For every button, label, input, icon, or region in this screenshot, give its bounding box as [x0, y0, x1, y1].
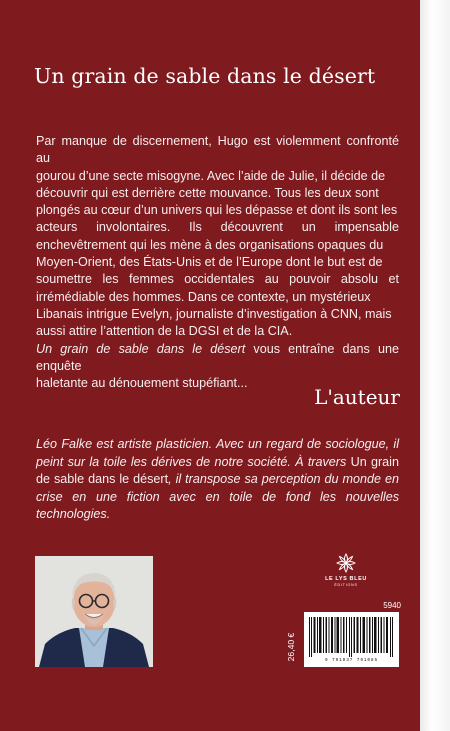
- synopsis-line: irrémédiable des hommes. Dans ce contexte, un mystérieux: [36, 289, 371, 304]
- publisher-subtitle: ÉDITIONS: [334, 583, 358, 587]
- synopsis-line: plongés au cœur d’un univers qui les dépasse et dont ils sont les: [36, 203, 398, 218]
- author-heading: L'auteur: [314, 385, 400, 409]
- author-photo: [35, 556, 153, 667]
- lily-flower-icon: [335, 552, 357, 574]
- price-label: 26,40 €: [286, 632, 296, 662]
- bio-book-title: Un grain de sable dans le désert: [36, 454, 399, 486]
- publisher-logo: [318, 552, 374, 596]
- synopsis-line: enchevêtrement qui les mène à des organisations opaques du: [36, 237, 384, 252]
- book-title: Un grain de sable dans le désert: [34, 64, 376, 88]
- author-portrait-image: [35, 556, 153, 667]
- synopsis-line: aussi attire l’attention de la DGSI et de la CIA.: [36, 324, 293, 339]
- synopsis-closing-line: [36, 341, 399, 376]
- synopsis-title-italic: Un grain de sable dans le désert: [36, 341, 246, 356]
- synopsis-line: découvrir qui est derrière cette mouvance. Tous les deux sont: [36, 185, 379, 200]
- bio-text: Léo Falke est artiste plasticien. Avec un regard de sociologue, il peint sur la toile les dérives de notre société. À travers: [36, 437, 399, 469]
- synopsis-tail: vous entraîne dans une enquête: [36, 341, 399, 373]
- author-bio: [36, 436, 399, 524]
- synopsis: [36, 133, 399, 392]
- publisher-name: LE LYS BLEU: [325, 576, 367, 582]
- product-code: 5940: [383, 601, 401, 610]
- barcode-digits: 9 791037 791085: [324, 658, 379, 663]
- synopsis-line: soumettre les femmes occidentales au pouvoir absolu et: [36, 272, 399, 287]
- synopsis-line: Moyen-Orient, des États-Unis et de l’Europe dont le but est de: [36, 255, 383, 270]
- synopsis-line: acteurs involontaires. Ils découvrent un impensable: [36, 220, 399, 235]
- synopsis-line: Par manque de discernement, Hugo est violemment confronté au: [36, 134, 399, 166]
- bio-text: , il transpose sa perception du monde en crise en une fiction avec en toile de fond les nouvelles technologies.: [36, 472, 400, 521]
- synopsis-line: gourou d’une secte misogyne. Avec l’aide de Julie, il décide de: [36, 168, 386, 183]
- page-edge: [420, 0, 450, 731]
- synopsis-line: haletante au dénouement stupéfiant...: [36, 376, 248, 391]
- synopsis-line: Libanais intrigue Evelyn, journaliste d’investigation à CNN, mais: [36, 306, 392, 321]
